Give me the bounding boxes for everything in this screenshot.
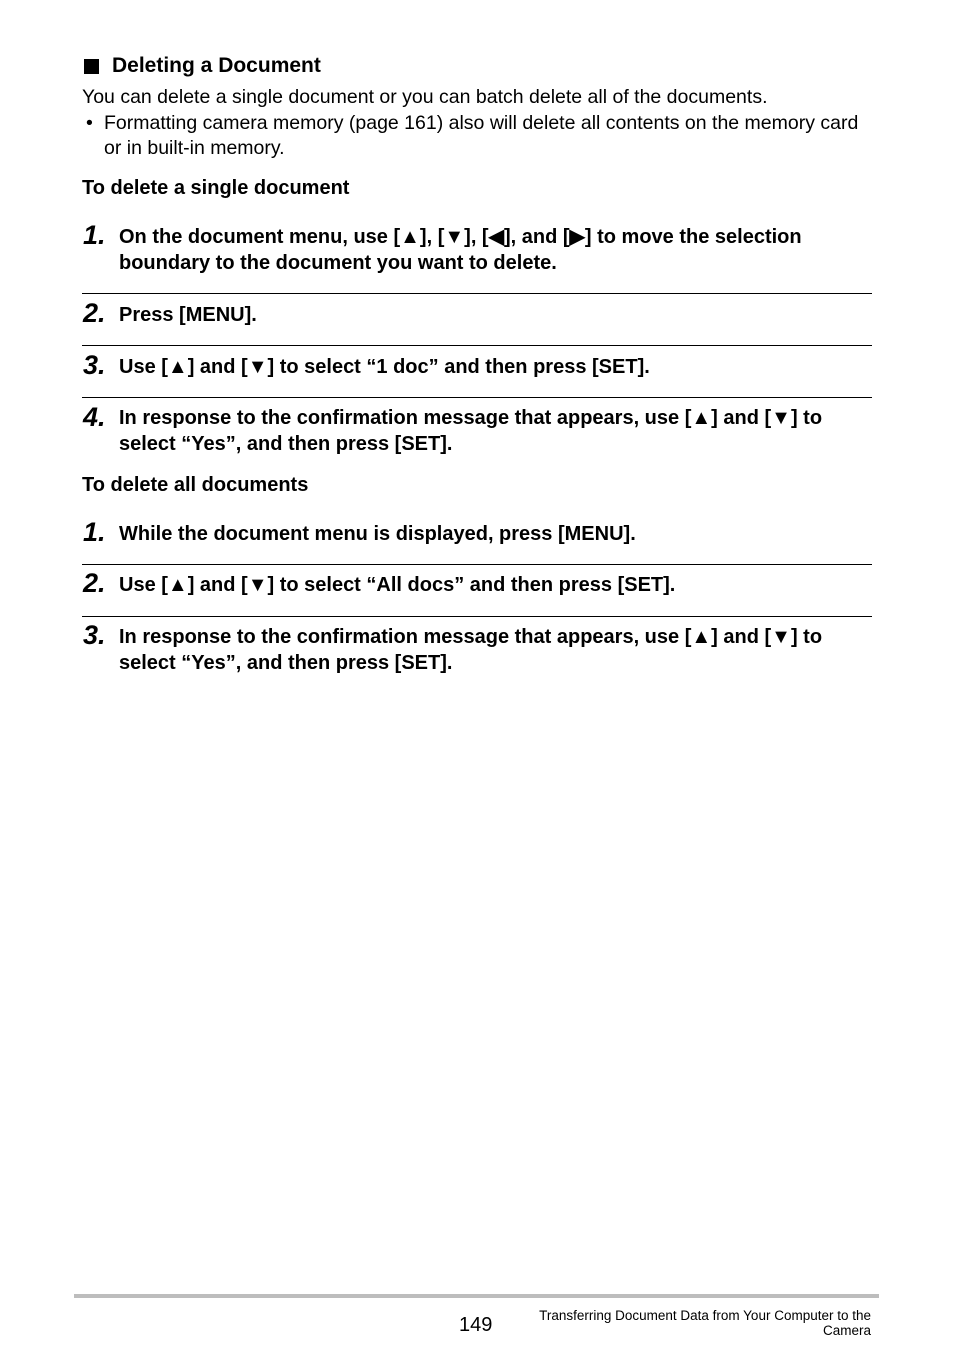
divider <box>82 293 872 294</box>
divider <box>82 345 872 346</box>
section-title-text: Deleting a Document <box>112 54 321 77</box>
step-text: In response to the confirmation message that appears, use [▲] and [▼] to select “Yes”, and then press [SET]. <box>119 407 823 455</box>
divider <box>82 564 872 565</box>
step-text: While the document menu is displayed, press [MENU]. <box>119 523 636 545</box>
step-text: Press [MENU]. <box>119 304 257 326</box>
step-text: In response to the confirmation message that appears, use [▲] and [▼] to select “Yes”, and then press [SET]. <box>119 626 823 674</box>
bullet-dot: • <box>86 112 93 134</box>
chapter-title-line2: Camera <box>822 1323 871 1338</box>
step-number: 2. <box>83 568 106 598</box>
step-text: Use [▲] and [▼] to select “All docs” and then press [SET]. <box>119 574 676 596</box>
step-number: 3. <box>83 350 106 380</box>
step-text: Use [▲] and [▼] to select “1 doc” and then press [SET]. <box>119 356 650 378</box>
intro-text: You can delete a single document or you can batch delete all of the documents. <box>82 86 768 108</box>
step-number: 2. <box>83 298 106 328</box>
step-number: 1. <box>83 220 106 250</box>
step-number: 3. <box>83 620 106 650</box>
footer-bar <box>74 1294 879 1298</box>
bullet-text: Formatting camera memory (page 161) also will delete all contents on the memory card or in built-in memory. <box>104 112 859 159</box>
black-square-icon <box>84 59 99 74</box>
section-title <box>84 54 321 78</box>
step-text: On the document menu, use [▲], [▼], [◀], and [▶] to move the selection boundary to the document you want to delete. <box>119 226 802 274</box>
chapter-title-line1: Transferring Document Data from Your Computer to the <box>539 1308 871 1323</box>
divider <box>82 616 872 617</box>
chapter-title <box>471 1308 871 1338</box>
subheading-all: To delete all documents <box>82 474 309 496</box>
divider <box>82 397 872 398</box>
page-number: 149 <box>459 1314 493 1336</box>
step-number: 4. <box>83 402 106 432</box>
step-number: 1. <box>83 517 106 547</box>
subheading-single: To delete a single document <box>82 177 350 199</box>
bullet-note <box>86 111 876 161</box>
